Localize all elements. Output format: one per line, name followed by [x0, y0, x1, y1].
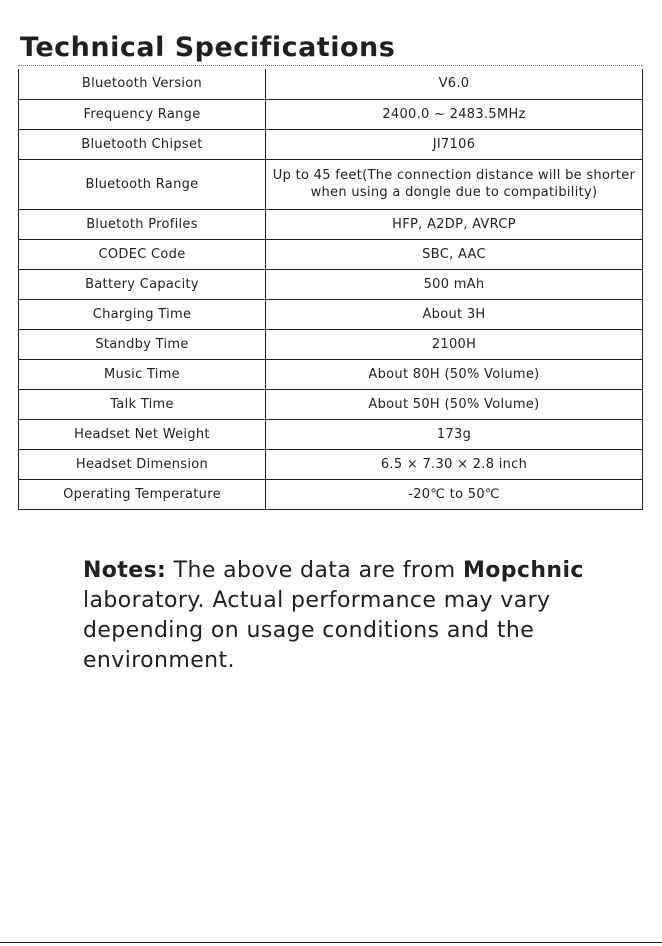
spec-label: Music Time — [19, 359, 266, 389]
table-row — [19, 329, 643, 359]
spec-value: About 80H (50% Volume) — [266, 359, 643, 389]
spec-value: About 3H — [266, 299, 643, 329]
spec-value: About 50H (50% Volume) — [266, 389, 643, 419]
notes-prefix: Notes: — [83, 558, 167, 583]
page-title: Technical Specifications — [20, 32, 396, 63]
spec-label: Bluetooth Version — [19, 69, 266, 99]
spec-label: Standby Time — [19, 329, 266, 359]
table-row — [19, 359, 643, 389]
table-row — [19, 419, 643, 449]
table-row — [19, 479, 643, 509]
spec-label: Headset Net Weight — [19, 419, 266, 449]
bottom-divider — [0, 942, 662, 943]
spec-label: Operating Temperature — [19, 479, 266, 509]
table-row — [19, 269, 643, 299]
spec-table — [18, 69, 643, 510]
table-row — [19, 449, 643, 479]
title-divider — [18, 65, 642, 66]
table-row — [19, 99, 643, 129]
table-row — [19, 129, 643, 159]
spec-label: Bluetooth Chipset — [19, 129, 266, 159]
table-row — [19, 69, 643, 99]
notes-text-before-brand: The above data are from — [166, 558, 463, 583]
spec-label: Bluetoth Profiles — [19, 209, 266, 239]
spec-value: -20℃ to 50℃ — [266, 479, 643, 509]
spec-label: CODEC Code — [19, 239, 266, 269]
spec-label: Headset Dimension — [19, 449, 266, 479]
spec-label: Charging Time — [19, 299, 266, 329]
spec-value: HFP, A2DP, AVRCP — [266, 209, 643, 239]
notes-brand: Mopchnic — [462, 558, 584, 583]
spec-label: Frequency Range — [19, 99, 266, 129]
spec-value: 173g — [266, 419, 643, 449]
table-row — [19, 299, 643, 329]
spec-value: 6.5 × 7.30 × 2.8 inch — [266, 449, 643, 479]
spec-value: Up to 45 feet(The connection distance will be shorter when using a dongle due to compatibility) — [266, 159, 643, 209]
spec-value: 2100H — [266, 329, 643, 359]
spec-value: 500 mAh — [266, 269, 643, 299]
table-row — [19, 209, 643, 239]
table-row — [19, 389, 643, 419]
spec-label: Talk Time — [19, 389, 266, 419]
table-row — [19, 239, 643, 269]
spec-label: Battery Capacity — [19, 269, 266, 299]
notes-text-after-brand: laboratory. Actual performance may vary depending on usage conditions and the environment. — [83, 588, 551, 673]
spec-value: JI7106 — [266, 129, 643, 159]
spec-value: V6.0 — [266, 69, 643, 99]
spec-value: SBC, AAC — [266, 239, 643, 269]
spec-value: 2400.0 ~ 2483.5MHz — [266, 99, 643, 129]
notes-paragraph — [83, 556, 603, 676]
spec-label: Bluetooth Range — [19, 159, 266, 209]
table-row — [19, 159, 643, 209]
